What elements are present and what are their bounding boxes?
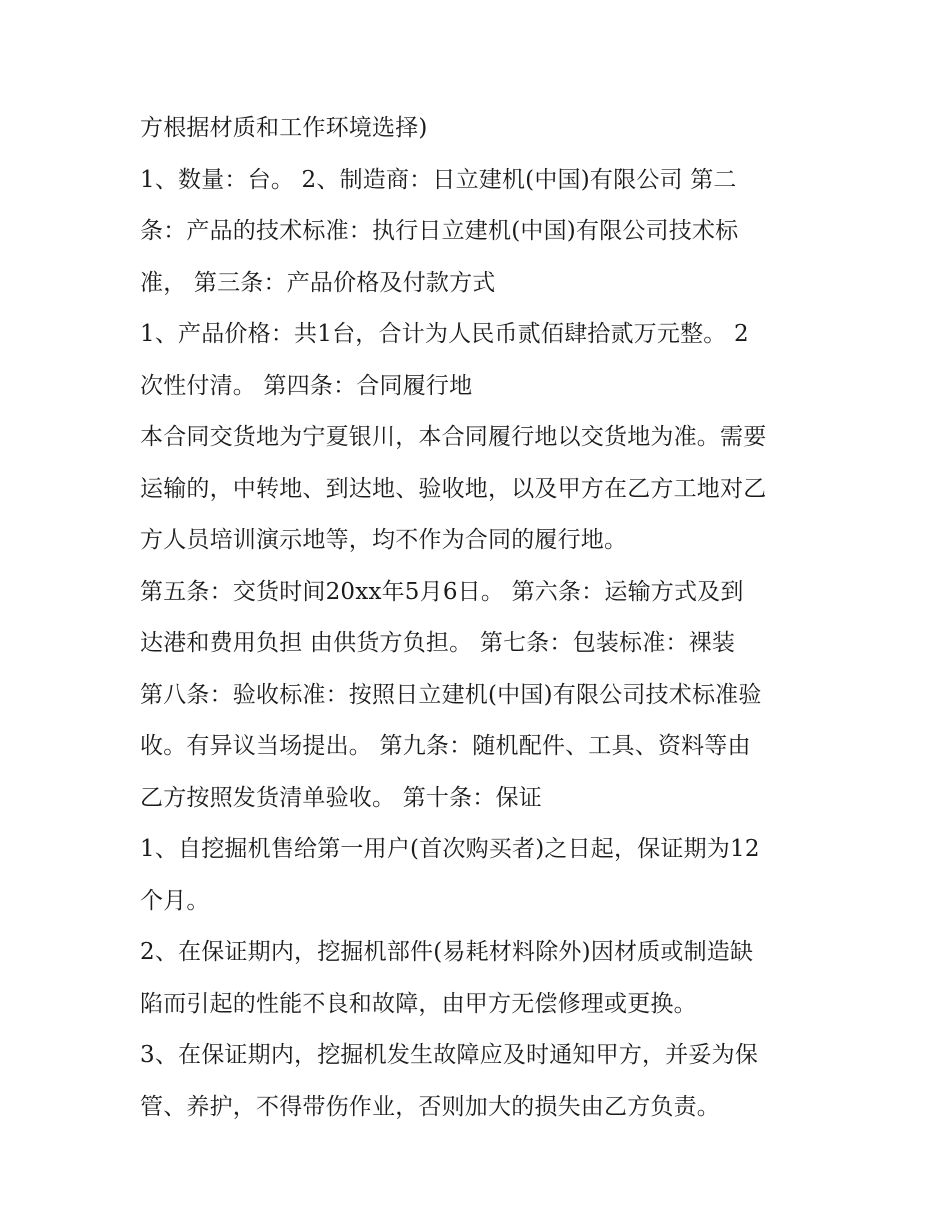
text-line: 收。有异议当场提出。 第九条：随机配件、工具、资料等由 bbox=[140, 733, 751, 759]
text-line: 第五条：交货时间20xx年5月6日。 第六条：运输方式及到 bbox=[140, 578, 744, 605]
contract-text bbox=[140, 103, 830, 1133]
text-line: 次性付清。 第四条：合同履行地 bbox=[140, 372, 473, 399]
text-line: 准， 第三条：产品价格及付款方式 bbox=[140, 269, 496, 296]
text-line: 1、自挖掘机售给第一用户(首次购买者)之日起，保证期为12 bbox=[140, 836, 760, 862]
text-line: 第八条：验收标准：按照日立建机(中国)有限公司技术标准验 bbox=[140, 681, 762, 708]
text-line: 运输的，中转地、到达地、验收地，以及甲方在乙方工地对乙 bbox=[140, 475, 767, 502]
text-line: 2、在保证期内，挖掘机部件(易耗材料除外)因材质或制造缺 bbox=[140, 939, 754, 965]
text-line: 陷而引起的性能不良和故障，由甲方无偿修理或更换。 bbox=[140, 990, 697, 1017]
text-line: 达港和费用负担 由供货方负担。 第七条：包装标准：裸装 bbox=[140, 630, 736, 656]
text-line: 方人员培训演示地等，均不作为合同的履行地。 bbox=[140, 527, 628, 553]
text-line: 管、养护，不得带伤作业，否则加大的损失由乙方负责。 bbox=[140, 1093, 720, 1120]
text-line: 个月。 bbox=[140, 887, 210, 914]
text-line: 本合同交货地为宁夏银川，本合同履行地以交货地为准。需要 bbox=[140, 424, 767, 450]
text-line: 乙方按照发货清单验收。 第十条：保证 bbox=[140, 784, 542, 811]
text-line: 条：产品的技术标准：执行日立建机(中国)有限公司技术标 bbox=[140, 218, 739, 244]
text-line: 3、在保证期内，挖掘机发生故障应及时通知甲方，并妥为保 bbox=[140, 1042, 759, 1068]
text-line: 方根据材质和工作环境选择) bbox=[140, 115, 428, 141]
text-line: 1、产品价格：共1台，合计为人民币贰佰肆拾贰万元整。 2 bbox=[140, 321, 749, 347]
text-line: 1、数量：台。 2、制造商：日立建机(中国)有限公司 第二 bbox=[140, 166, 737, 193]
